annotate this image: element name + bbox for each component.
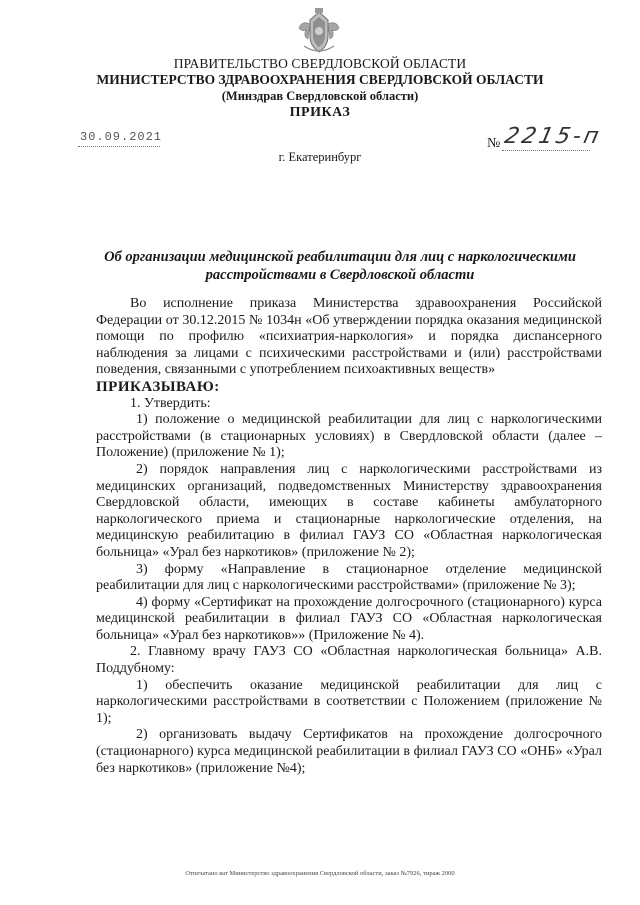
coat-of-arms-icon [296, 6, 342, 56]
order-number-label: № [487, 136, 501, 151]
item-2: 2. Главному врачу ГАУЗ СО «Областная наркологическая больница» А.В. Поддубному: [96, 644, 602, 677]
item-2-1: 1) обеспечить оказание медицинской реабилитации для лиц с наркологическими расстройствами в соответствии с Положением (приложение № 1); [96, 677, 602, 726]
order-title: Об организации медицинской реабилитации для лиц с наркологическими расстройствами в Свердловской области [104, 249, 576, 283]
item-1: 1. Утвердить: [130, 395, 211, 411]
order-word: ПРИКАЗЫВАЮ: [96, 378, 220, 395]
item-1-3: 3) форму «Направление в стационарное отделение медицинской реабилитации для лиц с наркологическими расстройствами» (приложение № 3); [96, 561, 602, 594]
order-number: 2215-п [502, 124, 604, 149]
government-name: ПРАВИТЕЛЬСТВО СВЕРДЛОВСКОЙ ОБЛАСТИ [173, 56, 467, 71]
document-type: ПРИКАЗ [289, 105, 351, 120]
order-body [96, 296, 602, 777]
item-2-2: 2) организовать выдачу Сертификатов на прохождение долгосрочного (стационарного) курса медицинской реабилитации в филиал ГАУЗ СО «ОНБ» «Урал без наркотиков» (приложение №4); [96, 727, 602, 776]
date-underline [78, 146, 160, 147]
order-date: 30.09.2021 [80, 130, 163, 144]
print-footer: Отпечатано ват Министерство здравоохранения Свердловской области, заказ №7926, тираж 2000 [185, 870, 455, 877]
preamble: Во исполнение приказа Министерства здравоохранения Российской Федерации от 30.12.2015 № 1034н «Об утверждении порядка оказания медицинской помощи по профилю «психиатрия-наркология» и порядка диспансерного наблюдения за лицами с психическими расстройствами и (или) расстройствами поведения, связанными с употреблением психоактивных веществ» [96, 296, 602, 378]
item-1-1: 1) положение о медицинской реабилитации для лиц с наркологическими расстройствами (в стационарных условиях) в Свердловской области (далее – Положение) (приложение № 1); [96, 412, 602, 461]
item-1-4: 4) форму «Сертификат на прохождение долгосрочного (стационарного) курса медицинской реабилитации в филиал ГАУЗ СО «Областная наркологическая больница» «Урал без наркотиков»» (Приложение № 4). [96, 594, 602, 643]
ministry-name: МИНИСТЕРСТВО ЗДРАВООХРАНЕНИЯ СВЕРДЛОВСКОЙ ОБЛАСТИ [96, 72, 544, 87]
ministry-short-name: (Минздрав Свердловской области) [221, 89, 419, 103]
item-1-2: 2) порядок направления лиц с наркологическими расстройствами из медицинских организаций, подведомственных Министерству здравоохранения Свердловской области, имеющих в составе кабинеты амбулаторного наркологического приема и стационарные наркологические отделения, на медицинскую реабилитацию в филиал ГАУЗ СО «Областная наркологическая больница» «Урал без наркотиков» (приложение № 2); [96, 461, 602, 560]
city: г. Екатеринбург [278, 150, 362, 164]
